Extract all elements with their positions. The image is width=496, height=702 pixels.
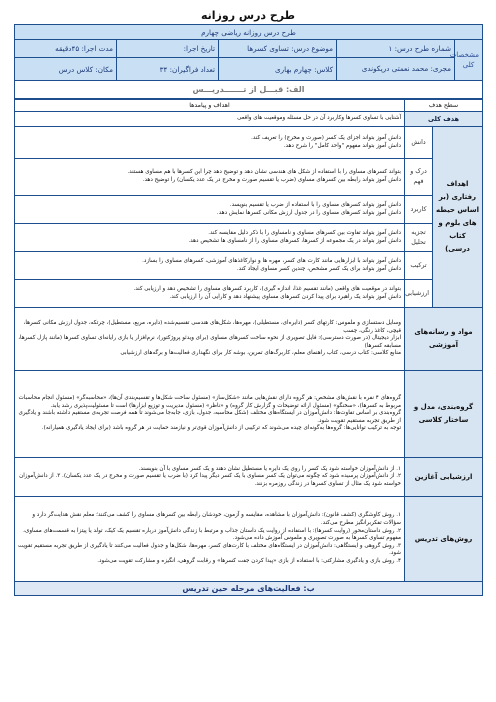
method-line: ۱. روش کاوشگری (کشف قانون): دانش‌آموزان با مشاهده، مقایسه و آزمون، خودشان رابطه بین کسرهای مساوی را کشف می‌کنند؛ معلم نقش هدایت‌گر دارد و سؤالات تفکربرانگیز مطرح می‌کند. — [32, 512, 401, 527]
method-line: ۲. روش داستان‌محور (روایت کسرها): با استفاده از روایت یک داستان جذاب و مرتبط با زندگی دانش‌آموز درباره تقسیم یک کیک، تولد یا پیتزا به قسمت‌های مساوی، مفهوم تساوی کسرها به صورت تصویری و ملموس آموزش داده می‌شود. — [23, 527, 401, 542]
section-a-title: الف: قبـــل از تـــــــدریـــس — [192, 85, 305, 94]
objective-line: دانش آموز بتواند مفهوم "واحد کامل" را شرح دهد. — [283, 142, 401, 149]
level-application: کاربرد — [405, 196, 433, 224]
objective-analysis — [15, 224, 405, 252]
evaluation-content — [15, 458, 405, 497]
teacher-name: مجری: محمد نعمتی دریکوندی — [337, 58, 455, 81]
evaluation-line: ۲. از دانش‌آموزان پرسیده شود که چگونه می‌توان یک کسر مساوی با یک کسر دیگر پیدا کرد (با ضرب یا تقسیم صورت و مخرج در یک عدد یکسان). ۳. از دانش‌آموزان خواسته شود یک مثال از تساوی کسرها در زندگی روزمره بزنند. — [19, 473, 401, 487]
objective-line: دانش آموز بتواند برای یک کسر مشخص، چندین کسر مساوی ایجاد کند. — [236, 265, 401, 272]
subtitle: طرح درس روزانه ریاضی چهارم — [15, 25, 483, 40]
evaluation-line: ۱. از دانش‌آموزان خواسته شود یک کسر را روی یک دایره یا مستطیل نشان دهند و یک کسر مساوی با آن بنویسند. — [138, 465, 401, 472]
general-goal-label: هدف کلی — [405, 112, 483, 127]
objective-knowledge — [15, 127, 405, 159]
materials-line: ابزار دیجیتال (در صورت دسترسی): فایل تصویری از نحوه ساخت کسرهای مساوی (برای ویدئو پروژکتور)، نرم‌افزار یا بازی رایانه‌ای تساوی کسرها (مانند پازل کسرها، مسابقه کسرها) — [18, 335, 401, 349]
objective-line: دانش آموز بتواند با ابزارهایی مانند کارت های کسر، مهره ها و نوارکاغذهای آموزشی، کسرهای مساوی را بسازد. — [142, 257, 401, 264]
duration: مدت اجرا: ۴۵دقیقه — [15, 40, 117, 58]
lesson-plan-page — [14, 8, 482, 698]
objective-line: دانش آموز بتواند کسرهای مساوی را با استفاده از ضرب یا تقسیم بنویسد. — [229, 201, 401, 208]
level-understanding: درک و فهم — [405, 159, 433, 196]
content-table — [14, 99, 483, 596]
objective-synthesis — [15, 252, 405, 280]
objective-understanding — [15, 159, 405, 196]
behavioral-goals-label: اهداف رفتاری (بر اساس حیطه های بلوم و کتاب درسی) — [433, 127, 483, 308]
grouping-line: گروه‌های ۴ نفره با نقش‌های مشخص: هر گروه دارای نقش‌هایی مانند «شکل‌ساز» (مسئول ساخت شکل‌ها و تقسیم‌بندی آن‌ها)، «محاسبه‌گر» (مسئول انجام محاسبات مربوط به کسرها)، «سخنگو» (مسئول ارائه توضیحات و گزارش کار گروه) و «ناظر» (مسئول مدیریت و توزیع ابزارها) است تا مسئولیت‌پذیری رشد یابد. — [18, 395, 401, 409]
objective-line: دانش آموز بتواند کسرهای مساوی را در جدول ارزش مکانی کسرها نمایش دهد. — [216, 209, 401, 216]
grouping-line: گروه‌بندی بر اساس تفاوت‌ها: دانش‌آموزان در ایستگاه‌های مختلف (شکل محاسبه، جدول، بازی، جابه‌جا می‌شوند تا همه فرصت تجربه‌ی مستقیم داشته باشند و یادگیری از طریق تجربه مستقیم تقویت شود. — [18, 410, 401, 424]
page-title: طرح درس روزانه — [200, 9, 296, 22]
level-analysis: تجزیه تحلیل — [405, 224, 433, 252]
lesson-topic: موضوع درس: تساوی کسرها — [219, 40, 337, 58]
methods-label: روش‌های تدریس — [405, 497, 483, 582]
objective-line: دانش آموز بتواند اجزای یک کسر (صورت و مخرج) را تعریف کند. — [251, 134, 401, 141]
materials-label: مواد و رسانه‌های آموزشی — [405, 308, 483, 371]
objective-line: دانش آموز بتواند در یک مجموعه از کسرها، کسرهای مساوی را از نامساوی ها تشخیص دهد. — [188, 237, 401, 244]
place: مکان: کلاس درس — [15, 58, 117, 81]
objective-line: دانش آموز بتواند رابطه بین کسرهای مساوی (ضرب یا تقسیم صورت و مخرج در یک عدد یکسان) را توضیح دهد. — [142, 177, 401, 183]
specs-label: مشخصات کلی — [455, 40, 483, 81]
specs-table — [14, 24, 483, 99]
goals-header: اهداف و پیامدها — [15, 100, 405, 112]
objective-application — [15, 196, 405, 224]
materials-line: منابع کلاسی: کتاب درسی، کتاب راهنمای معلم، کاربرگ‌های تمرین، بوشه کار برای نگهداری فعالیت‌ها و برگه‌های ارزشیابی — [120, 350, 401, 357]
section-a-banner — [15, 81, 483, 99]
materials-content — [15, 308, 405, 371]
class-name: کلاس: چهارم بهاری — [219, 58, 337, 81]
grouping-content — [15, 371, 405, 458]
student-count: تعداد فراگیران: ۳۴ — [117, 58, 219, 81]
objective-line: بتواند در موقعیت های واقعی (مانند تقسیم غذا، اندازه گیری)، کاربرد کسرهای مساوی را تشخیص دهد و ارزیابی کند. — [133, 285, 401, 292]
level-knowledge: دانش — [405, 127, 433, 159]
objective-line: بتواند کسرهای مساوی را با استفاده از شکل های هندسی نشان دهد و توضیح دهد چرا این کسرها با هم مساوی هستند. — [127, 169, 401, 176]
method-line: ۳. روش گروهی و ایستگاهی: دانش‌آموزان در ایستگاه‌های مختلف با کارت‌های کسر، مهره‌ها، شکل‌ها و جدول فعالیت می‌کنند تا یادگیری از طریق تجربه مستقیم تقویت شود. — [18, 542, 401, 557]
grouping-line: توجه به ترکیب توانایی‌ها: گروه‌ها به‌گونه‌ای چیده می‌شوند که ترکیبی از دانش‌آموزان قوی‌تر و نیازمند حمایت در هر گروه باشد (برای ایجاد یادگیری همیارانه). — [41, 425, 401, 432]
run-date: تاریخ اجرا: — [117, 40, 219, 58]
general-goal-text: آشنایی با تساوی کسرها وکاربرد آن در حل مسئله وموقعیت های واقعی — [15, 112, 405, 127]
grouping-label: گروه‌بندی، مدل و ساختار کلاسی — [405, 371, 483, 458]
section-b-title: ب: فعالیت‌های مرحله حین تدریس — [182, 584, 315, 593]
objective-line: دانش آموز بتواند تفاوت بین کسرهای مساوی و نامساوی را با ذکر دلیل مقایسه کند. — [208, 229, 401, 236]
evaluation-label: ارزشیابی آغازین — [405, 458, 483, 497]
methods-content — [15, 497, 405, 582]
goal-level-header: سطح هدف — [405, 100, 483, 112]
objective-evaluation — [15, 280, 405, 308]
section-b-banner — [15, 582, 483, 596]
level-synthesis: ترکیب — [405, 252, 433, 280]
plan-number: شماره طرح درس: ۱ — [337, 40, 455, 58]
level-evaluation: ارزشیابی — [405, 280, 433, 308]
method-line: ۴. روش بازی و یادگیری مشارکتی: با استفاده از بازی «پیدا کردن جفت کسرها» و رقابت گروهی، انگیزه و مشارکت تقویت می‌شود. — [97, 557, 401, 564]
objective-line: دانش آموز بتواند یک راهبرد برای پیدا کردن کسرهای مساوی پیشنهاد دهد و کارایی آن را ارزیابی کند. — [169, 293, 401, 300]
materials-line: وسایل دستسازی و ملموس: کارتهای کسر (دایره‌ای، مستطیلی)، مهره‌ها، شکل‌های هندسی تقسیم‌شده (دایره، مربع، مستطیل)، چرتکه، جدول ارزش مکانی کسرها، قیچی، کاغذ رنگی، چسب — [23, 320, 401, 334]
